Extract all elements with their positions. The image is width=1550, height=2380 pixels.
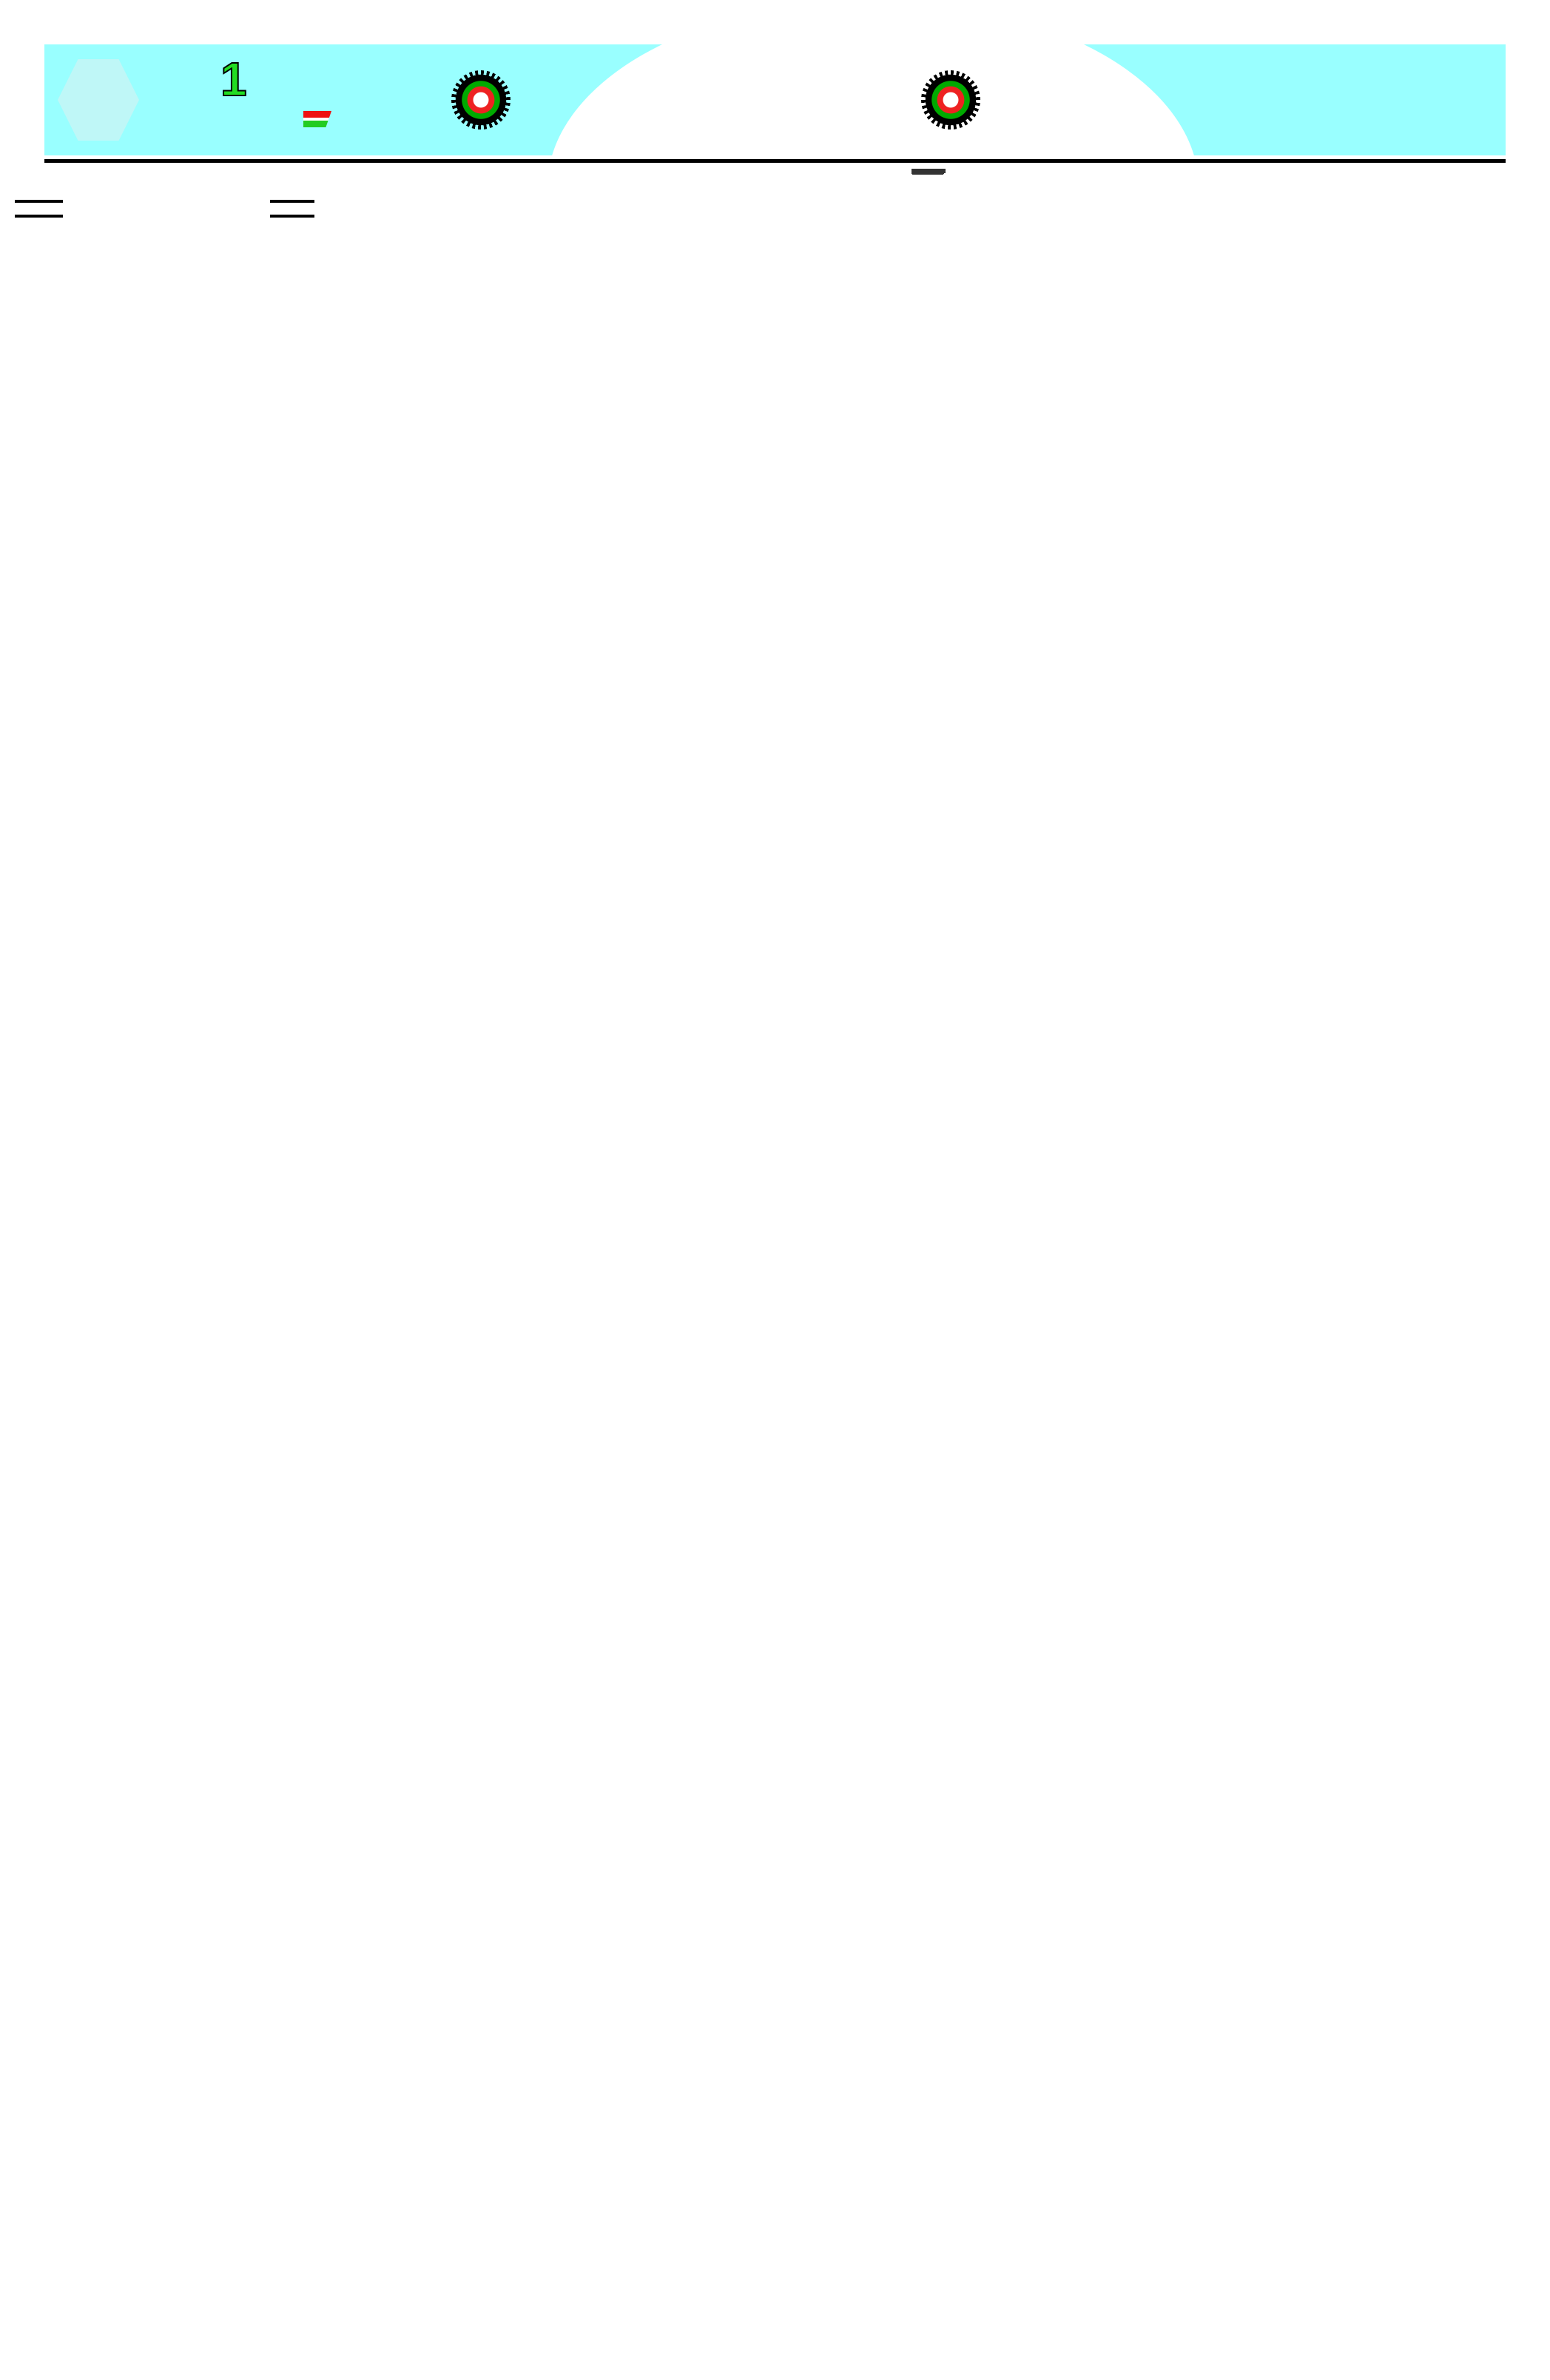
headline-rule-left [15, 200, 63, 218]
masthead-rule [44, 159, 1506, 163]
author-photo-unused-30 [912, 169, 917, 174]
masthead [44, 44, 1506, 155]
headline-rule-right [270, 200, 314, 218]
flag-stripes-icon [303, 111, 331, 127]
logo-one-icon: 1 [220, 53, 247, 106]
article1-headline [67, 169, 266, 250]
masthead-logo [155, 52, 333, 148]
page-number-badge [58, 59, 139, 141]
masthead-curve [547, 44, 1199, 155]
author-photo-unused-7 [912, 170, 943, 175]
sunburst-emblem-icon [451, 70, 511, 130]
sunburst-emblem-icon [921, 70, 980, 130]
